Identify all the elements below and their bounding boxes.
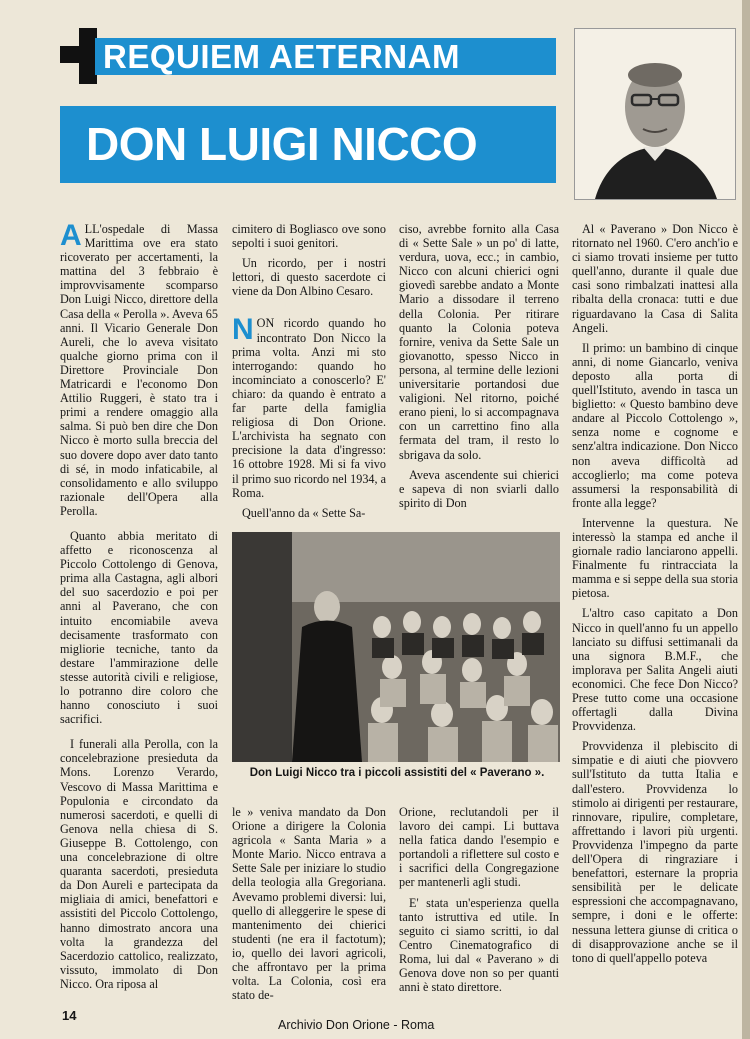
paragraph: Provvidenza il plebiscito di simpatie e di aiuti che piovvero sull'Istituto da tutta Italia e dall'estero. Provvidenza lo stimolo ai dirigenti per restaurare, rinnovare, ripulire, completare, affrettando i lavori più urgenti. Provvidenza l'impegno da parte dell'Opera di ringraziare i benefattori, esternare la propria sensibilità per le delicate espressioni che accompagnavano, sempre, i doni e le offerte: nessuna lettera giunse di critica o di disapprovazione anche se il tono di quell'appello poteva [572, 739, 738, 965]
paragraph: L'altro caso capitato a Don Nicco in quell'anno fu un appello lanciato su diffusi settimanali da una signora B.M.F., che implorava per Salita Angeli aiuti economici. Che fece Don Nicco? Prese tutto come una occasione offertagli dalla Divina Provvidenza. [572, 606, 738, 734]
archive-label: Archivio Don Orione - Roma [278, 1018, 435, 1032]
paragraph [60, 219, 218, 518]
paragraph: Aveva ascendente sui chierici e sapeva di non sviarli dallo spirito di Don [399, 467, 559, 510]
article-title: DON LUIGI NICCO [60, 106, 556, 183]
paragraph: Un ricordo, per i nostri lettori, di questo sacerdote ci viene da Don Albino Cesaro. [232, 256, 386, 299]
page-edge [742, 0, 750, 1039]
paragraph-text: LL'ospedale di Massa Marittima ove era stato ricoverato per accertamenti, la mattina del 3 febbraio è improvvisamente scomparso Don Luigi Nicco, direttore della Casa della « Perolla ». Aveva 65 anni. Il Vicario Generale Don Aureli, che lo aveva visitato qualche giorno prima con il Direttore Provinciale Don Matricardi e l'economo Don Attilio Ruggeri, è stato tra i primi a rendere omaggio alla salma. Si può ben dire che Don Nicco è morto sulla breccia del suo dovere dopo aver dato tanto di sé, in modo infaticabile, al consolidamento e allo sviluppo razionale dell'Opera alla Perolla. [60, 222, 218, 518]
photo-caption: Don Luigi Nicco tra i piccoli assistiti del « Paverano ». [249, 767, 545, 779]
paragraph-text: ON ricordo quando ho incontrato Don Nicco la prima volta. Anzi mi sto interrogando: quando ho incominciato a conoscerlo? E' chiaro: da quando è entrato a far parte della famiglia religiosa di Don Orione. L'archivista ha segnato con precisione la data d'ingresso: 16 ottobre 1928. Mi si fa vivo il primo suo ricordo nel 1934, a Roma. [232, 316, 387, 500]
paragraph: cimitero di Bogliasco ove sono sepolti i suoi genitori. [232, 222, 386, 251]
group-photo [232, 532, 560, 762]
paragraph: Il primo: un bambino di cinque anni, di nome Giancarlo, veniva deposto alla porta di quell'Istituto, avendo in tasca un biglietto: « Questo bambino deve andare al Piccolo Cottolengo », senza nome e cognome e senz'altra indicazione. Don Nicco non aveva difficoltà ad accoglierlo; ma come poteva assumersi la responsabilità di fronte alla legge? [572, 340, 738, 510]
paragraph: I funerali alla Perolla, con la concelebrazione presieduta da Mons. Lorenzo Verardo, Vescovo di Massa Marittima e Populonia e circondato da numerosi sacerdoti, e quelli di Genova nella chiesa di S. Giuseppe B. Cottolengo, con una concelebrazione di oltre quaranta sacerdoti, presieduta da Don Aureli e partecipata da migliaia di amici, benefattori e assistiti del Piccolo Cottolengo, hanno dimostrato ancora una volta la grandezza del Sacerdozio cattolico, realizzato, vissuto, immolato di Don Nicco. Ora riposa al [60, 737, 218, 991]
column-4 [572, 222, 738, 965]
paragraph: Orione, reclutandoli per il lavoro dei campi. Li buttava nella fatica dando l'esempio e portandoli a riflettere sul costo e i sacrifici della Congregazione per mantenerli agli studi. [399, 805, 559, 890]
column-3-bottom [399, 805, 559, 994]
paragraph: le » veniva mandato da Don Orione a dirigere la Colonia agricola « Santa Maria » a Monte Mario. Nicco entrava a Sette Sale per iniziare lo studio della teologia alla Gregoriana. Avevamo problemi diversi: lui, quello di alleggerire le spese di mantenimento dei chierici studenti (ne era il factotum); io, quello dei lavori agricoli, che affrontavo per la prima volta. La Colonia, così era stato de- [232, 805, 386, 1003]
paragraph [232, 313, 387, 500]
page-number: 14 [62, 1008, 77, 1023]
drop-cap: N [232, 313, 254, 347]
column-2-bottom [232, 805, 386, 1002]
column-1 [60, 219, 218, 991]
paragraph: Al « Paverano » Don Nicco è ritornato nel 1960. C'ero anch'io e ci siamo trovati insieme per tutto quell'anno, durante il quale due casi sono rimbalzati inattesi alla ribalta della cronaca: tutti e due riguardavano la Casa di Salita Angeli. [572, 222, 738, 335]
drop-cap: A [60, 219, 82, 252]
kicker-banner: REQUIEM AETERNAM [95, 38, 556, 75]
column-3-top [399, 222, 559, 510]
paragraph: Intervenne la questura. Ne interessò la stampa ed anche il giornale radio lanciarono appelli. Finalmente fu rintracciata la mamma e si seppe della sua storia pietosa. [572, 515, 738, 601]
paragraph: Quanto abbia meritato di affetto e riconoscenza al Piccolo Cottolengo di Genova, prima alla Castagna, agli albori del suo sacerdozio e poi per anni al Paverano, che con intuito encomiabile aveva decisamente trasformato con migliorie tecniche, tanto da destare l'ammirazione delle stesse autorità civili e religiose, lo potranno dire coloro che hanno conosciuto i suoi sacrifici. [60, 528, 218, 727]
column-2-top [232, 222, 386, 520]
paragraph: ciso, avrebbe fornito alla Casa di « Sette Sale » un po' di latte, verdura, uova, ecc.; in cambio, Nicco con alcuni chierici ogni giovedì sarebbe andato a Monte Mario a dissodare il terreno della Colonia. Per ritirare quanto la Colonia poteva fornire, veniva da Sette Sale un giovanotto, spesso Nicco in persona, al termine delle lezioni universitarie portandosi due valigioni. Nel ritorno, poiché erano pieni, lo si accompagnava con un carrettino fino alla fermata del tram, il resto lo sbrigava da solo. [399, 222, 559, 462]
portrait-photo [574, 28, 736, 200]
paragraph: Quell'anno da « Sette Sa- [242, 505, 366, 520]
paragraph: E' stata un'esperienza quella tanto istruttiva ed utile. In seguito ci siamo scritti, io dal Centro Cinematografico di Roma, lui dal « Paverano » di Genova dove non so per quanti anni è stato direttore. [399, 895, 559, 995]
